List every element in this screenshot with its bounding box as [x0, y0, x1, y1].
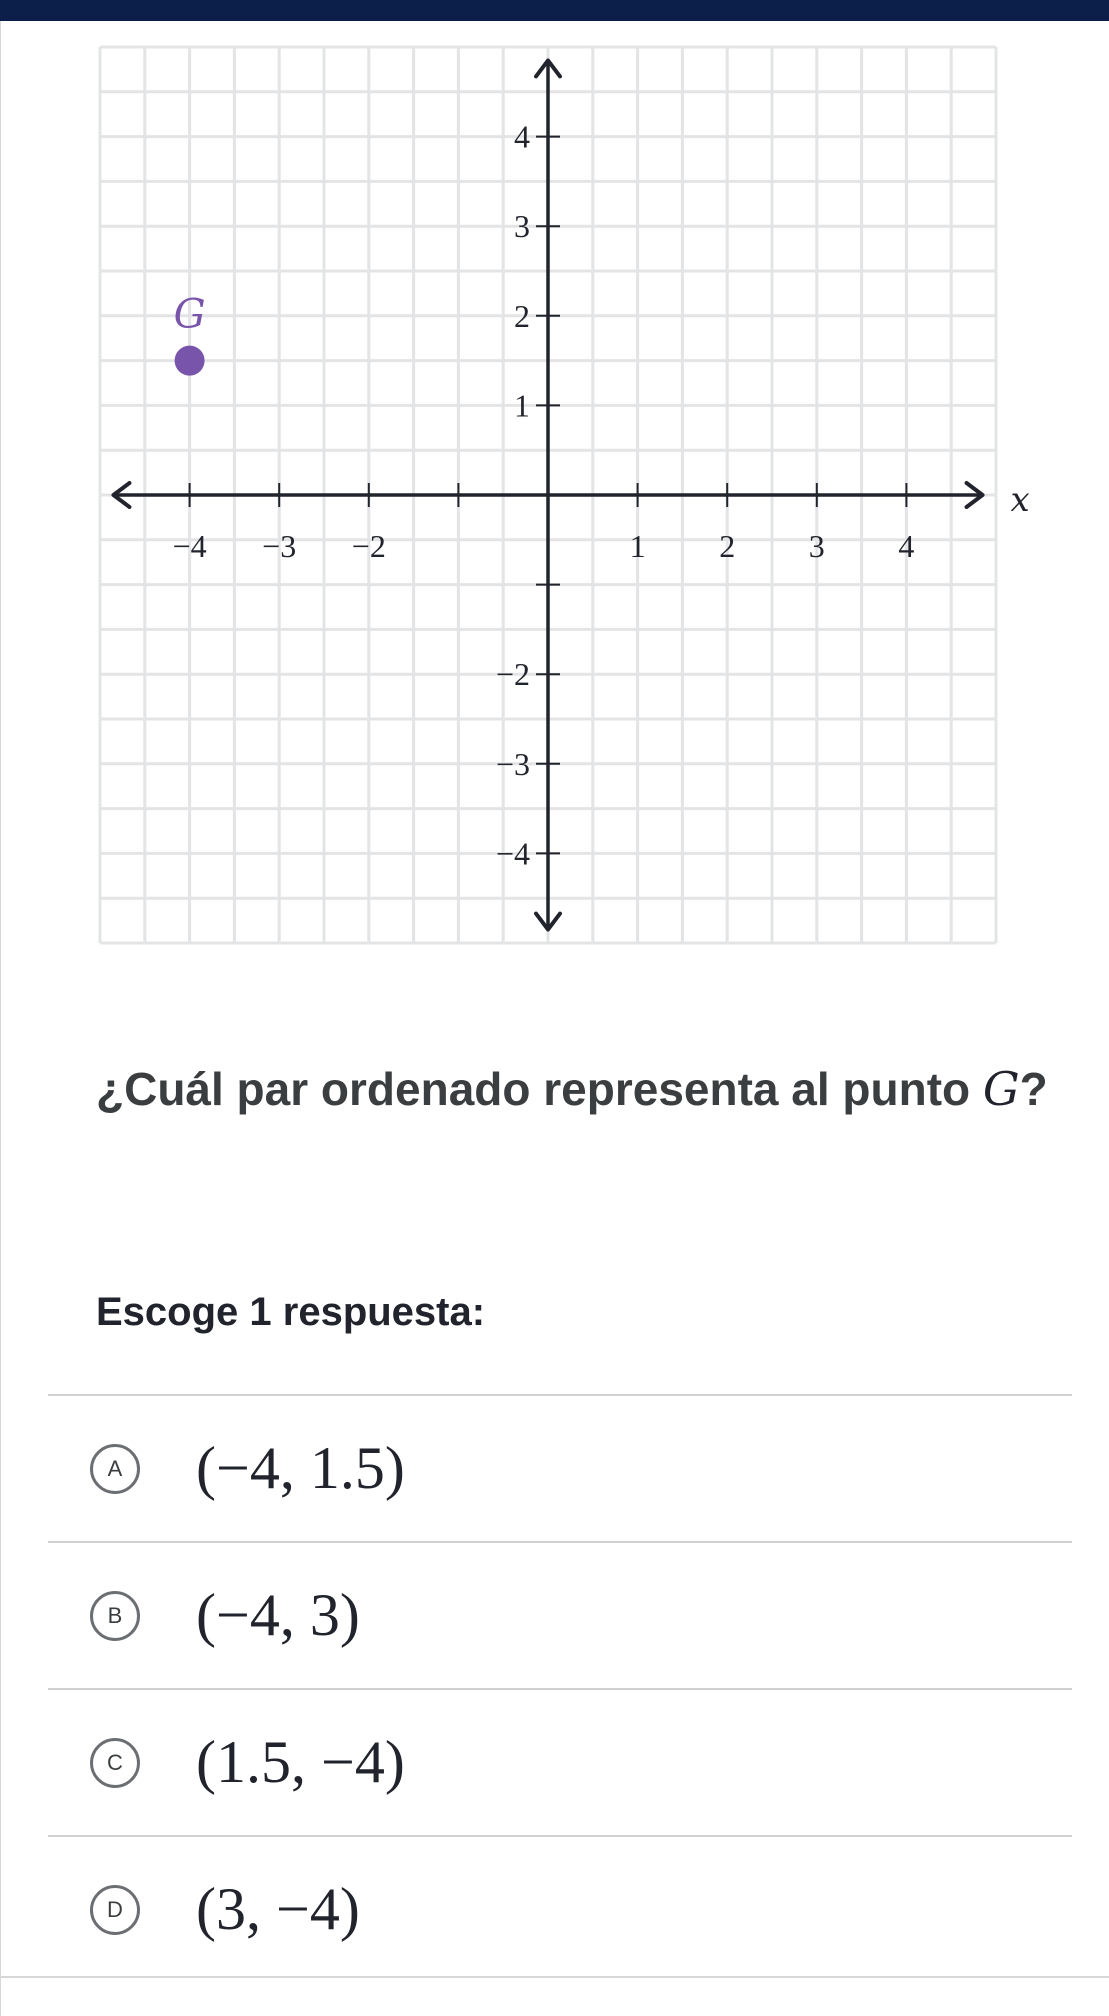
point-g-label: G [173, 291, 206, 338]
choice-text-c: (1.5, −4) [196, 1729, 405, 1795]
coordinate-plane [0, 0, 1109, 960]
answer-choices [48, 1394, 1072, 1982]
choice-b[interactable] [48, 1543, 1072, 1688]
choice-letter-d: D [90, 1885, 140, 1935]
x-tick-label: −4 [172, 528, 207, 564]
question-point-name: G [982, 1062, 1020, 1116]
choice-text-d: (3, −4) [196, 1876, 360, 1942]
x-tick-label: 4 [898, 528, 915, 564]
y-tick-label: −2 [495, 656, 530, 693]
choice-d[interactable] [48, 1837, 1072, 1982]
y-tick-label: 2 [514, 297, 530, 334]
x-tick-label: 1 [629, 528, 646, 564]
x-axis-label: x [1010, 480, 1030, 520]
question-prompt: ¿Cuál par ordenado representa al punto [96, 1063, 971, 1115]
y-tick-label: 3 [514, 208, 530, 245]
x-tick-label: 3 [808, 528, 825, 564]
point-g [175, 346, 205, 376]
question-mark: ? [1019, 1063, 1048, 1115]
x-tick-label: −2 [351, 528, 386, 564]
x-tick-label: 2 [719, 528, 736, 564]
question-text [96, 1050, 1056, 1128]
choice-letter-c: C [90, 1738, 140, 1788]
x-tick-label: −3 [262, 528, 297, 564]
y-tick-label: 1 [514, 387, 530, 424]
y-tick-label: −3 [495, 745, 530, 782]
choice-a[interactable] [48, 1396, 1072, 1541]
answer-instruction: Escoge 1 respuesta: [96, 1290, 486, 1334]
choice-letter-b: B [90, 1591, 140, 1641]
y-tick-label: 4 [514, 118, 530, 155]
choice-letter-a: A [90, 1444, 140, 1494]
y-tick-label: −4 [495, 835, 530, 872]
choice-c[interactable] [48, 1690, 1072, 1835]
choice-text-b: (−4, 3) [196, 1582, 360, 1648]
choice-text-a: (−4, 1.5) [196, 1435, 405, 1501]
footer-divider [0, 1976, 1109, 1978]
